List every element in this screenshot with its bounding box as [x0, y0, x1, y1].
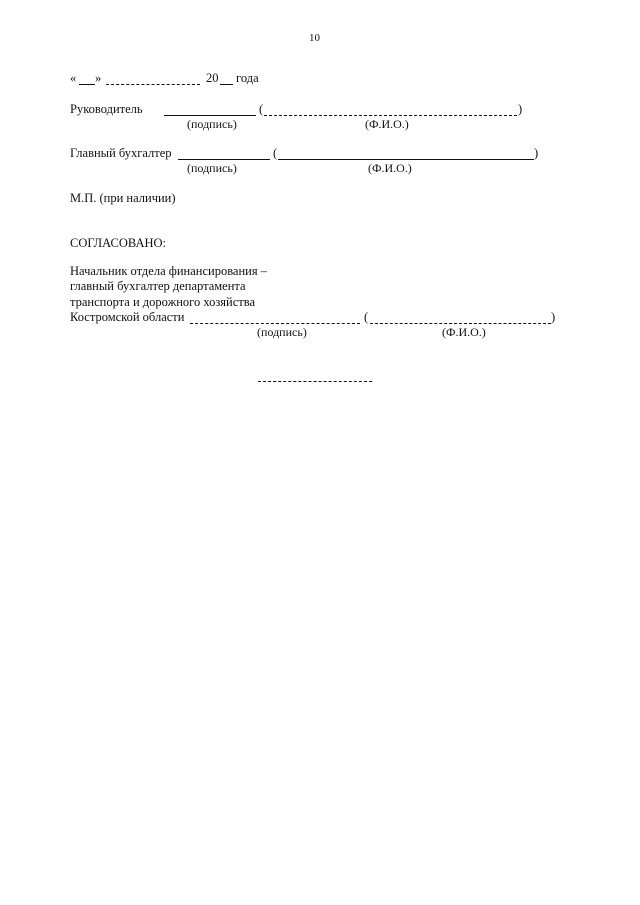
agreed-name-field[interactable] — [370, 323, 551, 324]
date-quote-open: « — [70, 71, 77, 85]
date-year-blank[interactable] — [220, 84, 233, 85]
accountant-paren-open: ( — [273, 146, 278, 160]
accountant-paren-close: ) — [534, 146, 539, 160]
date-quote-close: » — [95, 71, 102, 85]
head-label: Руководитель — [70, 102, 143, 116]
head-paren-open: ( — [259, 102, 264, 116]
end-separator — [258, 381, 372, 382]
head-name-field[interactable] — [264, 115, 517, 116]
agreed-position-line-1: Начальник отдела финансирования – — [70, 264, 267, 278]
agreed-position-line-3: транспорта и дорожного хозяйства — [70, 295, 256, 309]
agreed-signature-field[interactable] — [190, 323, 360, 324]
head-name-caption: (Ф.И.О.) — [365, 117, 409, 131]
head-paren-close: ) — [518, 102, 523, 116]
accountant-signature-field[interactable] — [178, 159, 270, 160]
accountant-name-caption: (Ф.И.О.) — [368, 161, 412, 175]
head-signature-caption: (подпись) — [187, 117, 237, 131]
date-year-suffix: года — [236, 71, 259, 85]
accountant-name-field[interactable] — [278, 159, 534, 160]
agreed-paren-close: ) — [551, 310, 556, 324]
date-day-blank[interactable] — [79, 84, 95, 85]
head-signature-field[interactable] — [164, 115, 256, 116]
date-year-prefix: 20 — [206, 71, 219, 85]
agreed-name-caption: (Ф.И.О.) — [442, 325, 486, 339]
agreed-paren-open: ( — [364, 310, 369, 324]
agreed-position-line-2: главный бухгалтер департамента — [70, 279, 246, 293]
accountant-label: Главный бухгалтер — [70, 146, 172, 160]
accountant-signature-caption: (подпись) — [187, 161, 237, 175]
agreed-signature-caption: (подпись) — [257, 325, 307, 339]
stamp-note: М.П. (при наличии) — [70, 191, 176, 205]
date-month-blank[interactable] — [106, 84, 200, 85]
agreed-heading: СОГЛАСОВАНО: — [70, 236, 167, 250]
agreed-position-line-4: Костромской области — [70, 310, 185, 324]
page-number: 10 — [309, 32, 320, 44]
